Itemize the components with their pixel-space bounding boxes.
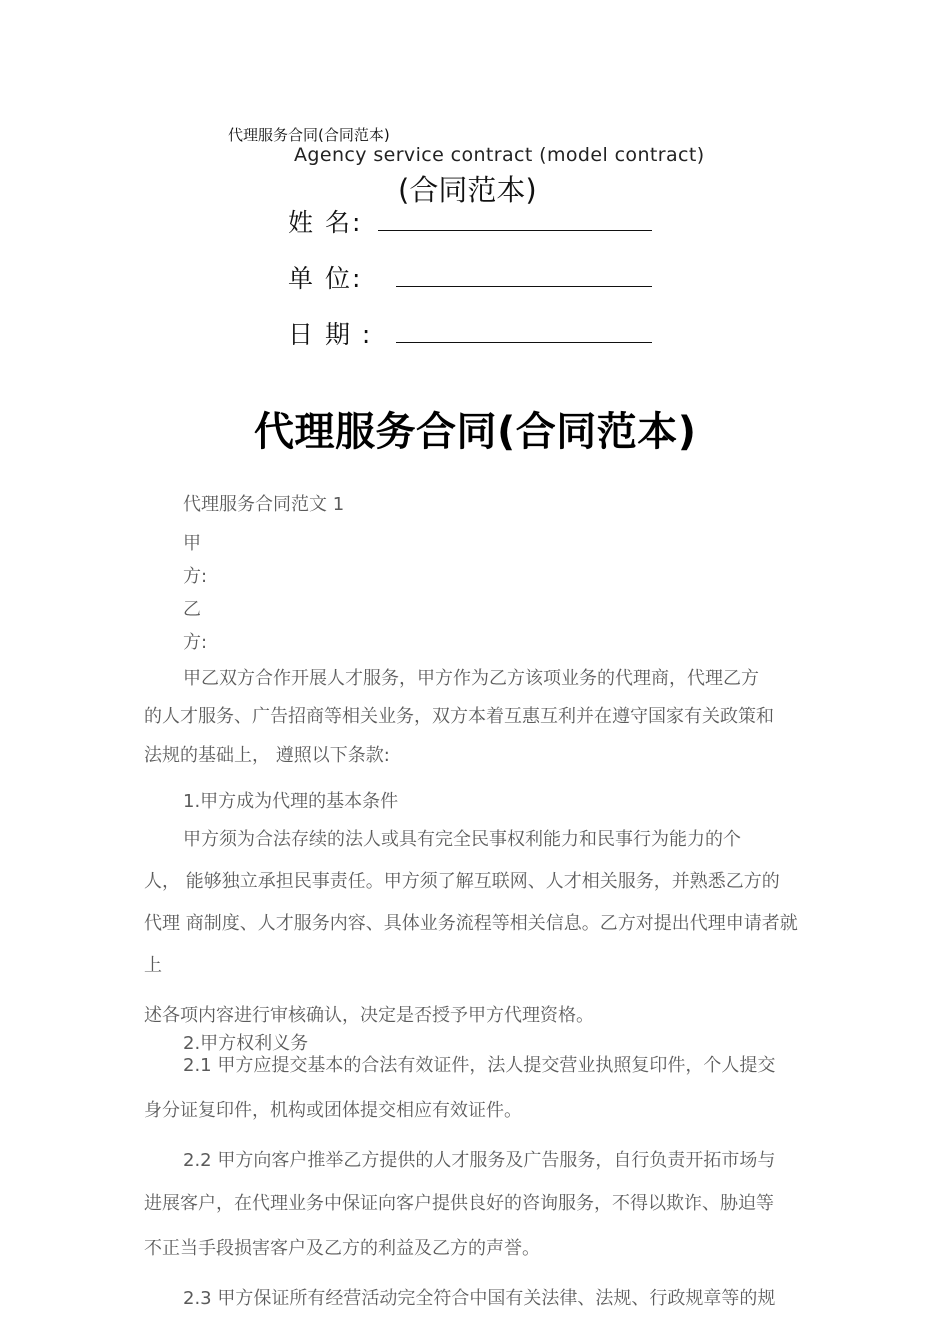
header-english-title: Agency service contract (model contract) bbox=[294, 144, 705, 166]
clause-2-2-line-3: 不正当手段损害客户及乙方的利益及乙方的声誉。 bbox=[144, 1238, 540, 1259]
unit-field-line bbox=[396, 286, 652, 287]
clause-2-1-line-2: 身分证复印件，机构或团体提交相应有效证件。 bbox=[144, 1100, 522, 1121]
clause-2-2-line-2: 进展客户，在代理业务中保证向客户提供良好的咨询服务，不得以欺诈、胁迫等 bbox=[144, 1193, 774, 1214]
party-b-label-line1: 乙 bbox=[183, 599, 201, 620]
section1-line-1: 甲方须为合法存续的法人或具有完全民事权利能力和民事行为能力的个 bbox=[183, 829, 741, 850]
party-a-label-line2: 方: bbox=[183, 566, 208, 587]
document-main-title: 代理服务合同(合同范本) bbox=[254, 409, 697, 455]
date-field-line bbox=[396, 342, 652, 343]
date-field-label: 日 期 : bbox=[288, 320, 373, 349]
clause-2-1-line-1: 2.1 甲方应提交基本的合法有效证件，法人提交营业执照复印件，个人提交 bbox=[183, 1055, 776, 1076]
party-a-label-line1: 甲 bbox=[183, 533, 201, 554]
header-small-title: 代理服务合同(合同范本) bbox=[228, 126, 390, 144]
unit-field-label: 单 位: bbox=[288, 264, 363, 293]
section1-heading: 1.甲方成为代理的基本条件 bbox=[183, 791, 399, 812]
intro-line-2: 的人才服务、广告招商等相关业务，双方本着互惠互利并在遵守国家有关政策和 bbox=[144, 706, 774, 727]
name-field-line bbox=[378, 230, 652, 231]
party-b-label-line2: 方: bbox=[183, 632, 208, 653]
section1-line-4: 上 bbox=[144, 955, 162, 976]
intro-line-1: 甲乙双方合作开展人才服务，甲方作为乙方该项业务的代理商，代理乙方 bbox=[183, 668, 759, 689]
section1-line-2: 人， 能够独立承担民事责任。甲方须了解互联网、人才相关服务，并熟悉乙方的 bbox=[144, 871, 780, 892]
section2-heading: 2.甲方权利义务 bbox=[183, 1033, 309, 1054]
clause-2-2-line-1: 2.2 甲方向客户推举乙方提供的人才服务及广告服务，自行负责开拓市场与 bbox=[183, 1150, 776, 1171]
section1-line-5: 述各项内容进行审核确认，决定是否授予甲方代理资格。 bbox=[144, 1005, 594, 1026]
section1-line-3: 代理 商制度、人才服务内容、具体业务流程等相关信息。乙方对提出代理申请者就 bbox=[144, 913, 798, 934]
name-field-label: 姓 名: bbox=[288, 208, 363, 237]
header-chinese-subtitle: (合同范本) bbox=[398, 173, 537, 207]
clause-2-3-line-1: 2.3 甲方保证所有经营活动完全符合中国有关法律、法规、行政规章等的规 bbox=[183, 1288, 776, 1309]
intro-line-3: 法规的基础上， 遵照以下条款: bbox=[144, 745, 390, 766]
sample-heading: 代理服务合同范文 1 bbox=[183, 494, 345, 515]
